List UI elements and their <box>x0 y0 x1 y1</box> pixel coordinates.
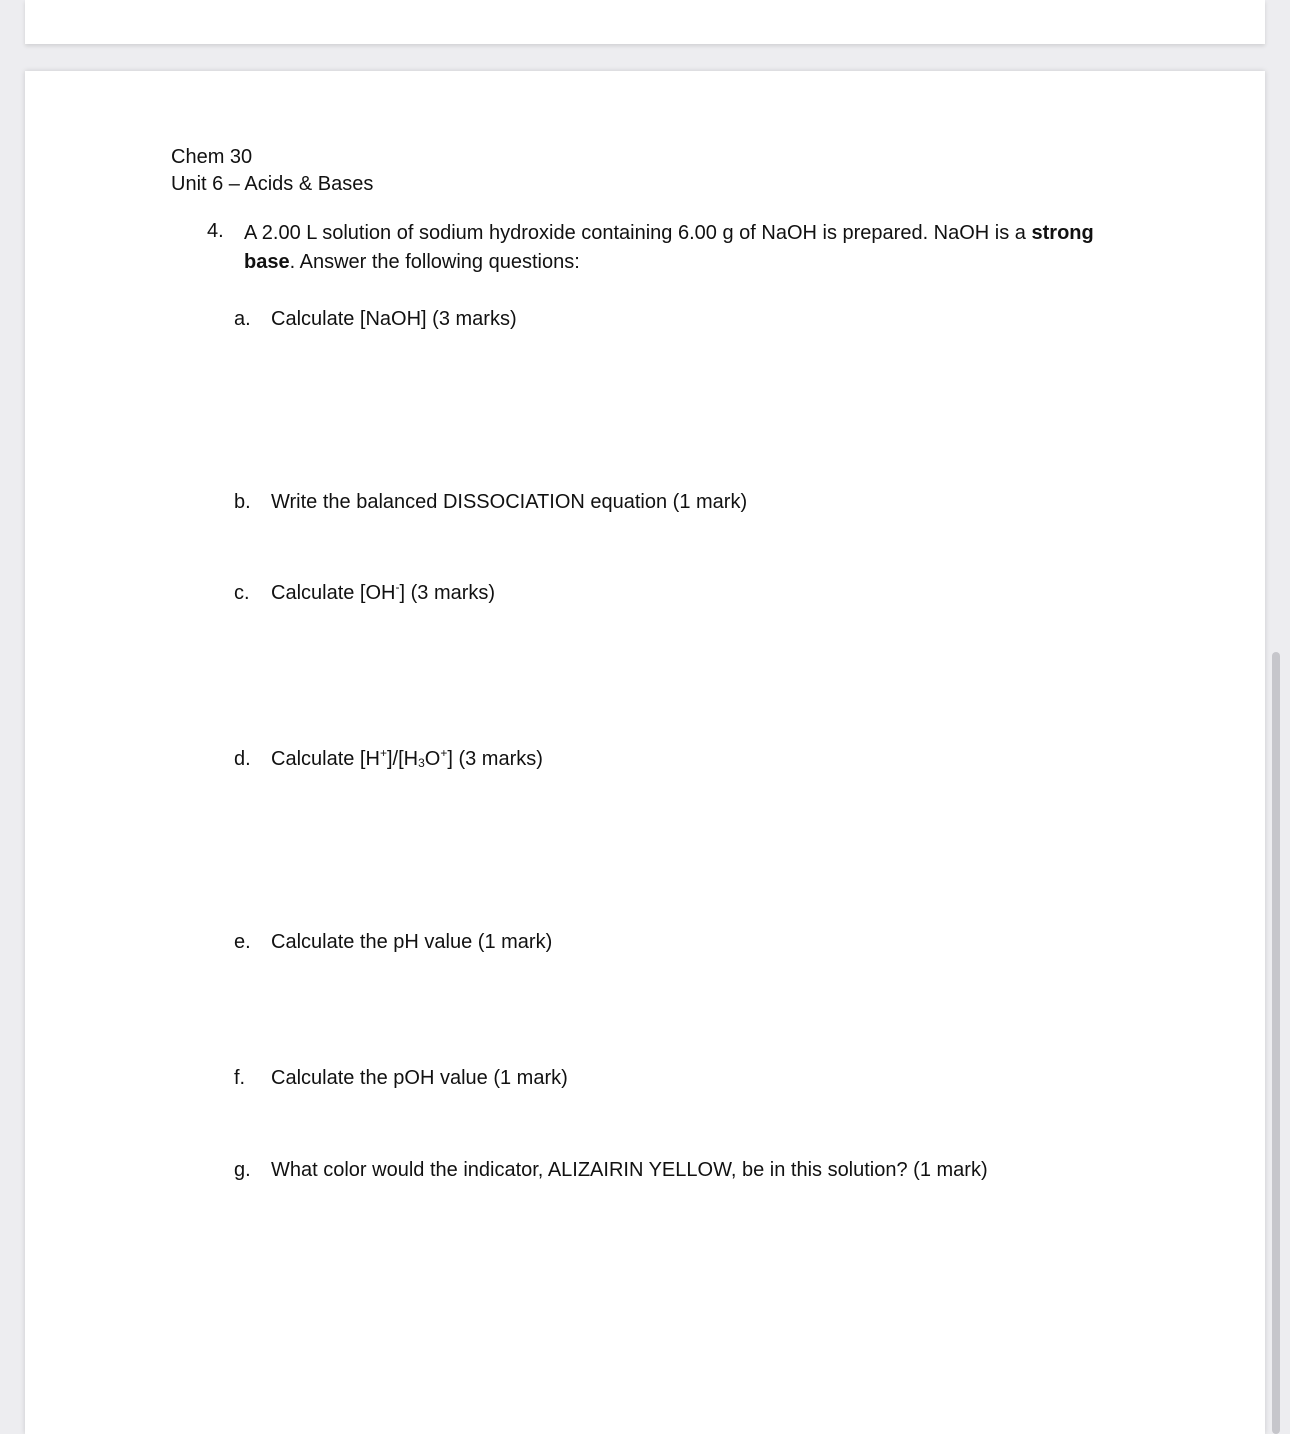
part-d-mid-2: O <box>424 748 441 770</box>
part-c-superscript: - <box>395 580 400 594</box>
vertical-scrollbar[interactable] <box>1272 652 1280 1434</box>
question-text-part2: . Answer the following questions: <box>289 251 580 273</box>
part-g-label: g. <box>234 1159 251 1181</box>
question-number: 4. <box>207 220 224 242</box>
part-a-label: a. <box>234 308 251 330</box>
part-c-post: ] (3 marks) <box>399 582 496 604</box>
course-title: Chem 30 <box>171 146 253 168</box>
part-b-text: Write the balanced DISSOCIATION equation (1 mark) <box>271 491 748 513</box>
part-f-text: Calculate the pOH value (1 mark) <box>271 1067 568 1089</box>
part-e-label: e. <box>234 931 251 953</box>
part-d-superscript-2: + <box>440 746 448 760</box>
part-c-text <box>271 581 495 605</box>
part-f-label: f. <box>234 1067 246 1089</box>
part-d-superscript-1: + <box>379 746 387 760</box>
part-e-text: Calculate the pH value (1 mark) <box>271 931 553 953</box>
part-d-text <box>271 747 543 771</box>
part-b-label: b. <box>234 491 251 513</box>
previous-page <box>25 0 1265 44</box>
part-c-pre: Calculate [OH <box>271 582 396 604</box>
question-text <box>244 219 1104 277</box>
part-d-subscript: 3 <box>418 756 425 770</box>
part-c-label: c. <box>234 582 250 604</box>
question-text-part1: A 2.00 L solution of sodium hydroxide containing 6.00 g of NaOH is prepared. NaOH is a <box>244 222 1026 244</box>
unit-title: Unit 6 – Acids & Bases <box>171 173 374 195</box>
part-g-text: What color would the indicator, ALIZAIRIN YELLOW, be in this solution? (1 mark) <box>271 1159 988 1181</box>
question-bold-text: strong base <box>244 222 1094 273</box>
part-d-label: d. <box>234 748 251 770</box>
part-a-text: Calculate [NaOH] (3 marks) <box>271 308 517 330</box>
part-d-mid-1: ]/[H <box>386 748 419 770</box>
part-d-pre: Calculate [H <box>271 748 380 770</box>
part-d-post: ] (3 marks) <box>447 748 543 770</box>
